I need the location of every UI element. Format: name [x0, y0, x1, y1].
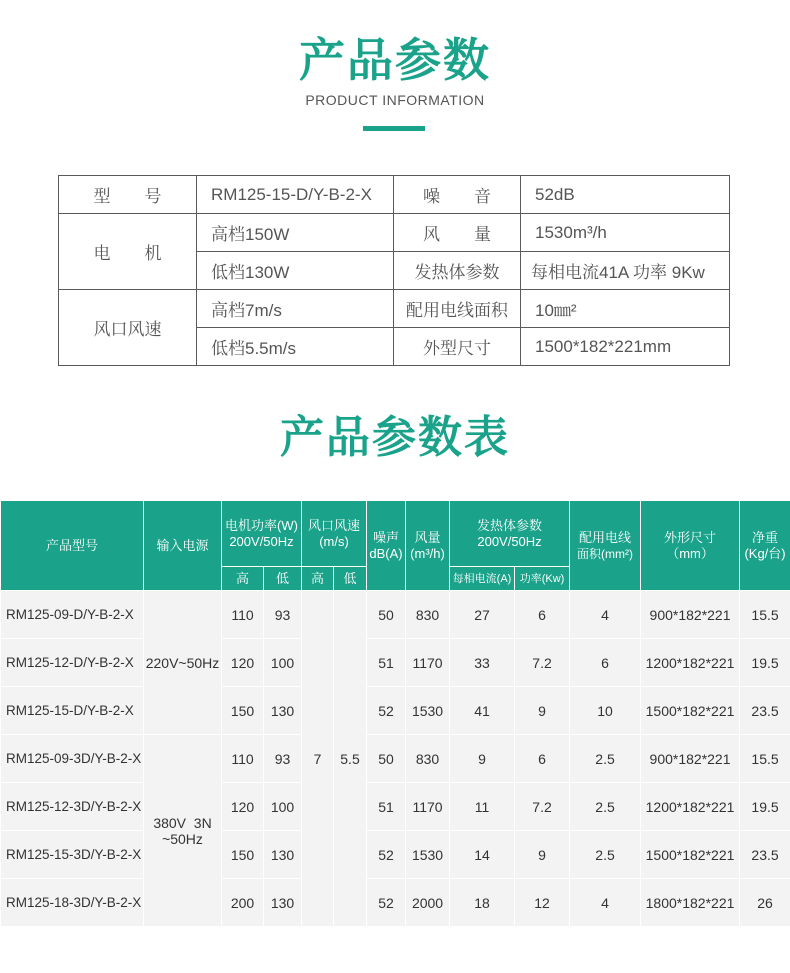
cell-input-380-line1: 380V 3N [153, 814, 212, 831]
cell-input-380 [144, 735, 222, 927]
cell-input-380-line2: ~50Hz [162, 830, 203, 847]
header-heater-line2: 200V/50Hz [477, 533, 542, 549]
cell-size: 1500*182*221 [641, 687, 740, 735]
header-size-line2: （mm） [666, 545, 714, 561]
spec-value-size: 1500*182*221mm [521, 328, 730, 366]
cell-weight: 15.5 [740, 735, 790, 783]
header-weight-line1: 净重 [752, 529, 779, 545]
header-cable-line1: 配用电线 [579, 529, 632, 545]
header-airflow [406, 501, 450, 591]
spec-label-motor: 电 机 [59, 214, 197, 290]
cell-noise: 51 [367, 783, 406, 831]
cell-airflow: 2000 [406, 879, 450, 927]
header-cable-line2: 面积(mm²) [577, 546, 634, 561]
cell-airflow: 830 [406, 591, 450, 639]
spec-label-model: 型 号 [59, 176, 197, 214]
header-power-line2: 200V/50Hz [229, 533, 294, 549]
cell-weight: 15.5 [740, 591, 790, 639]
header-power-high: 高 [222, 567, 264, 591]
cell-weight: 23.5 [740, 831, 790, 879]
cell-current: 18 [450, 879, 515, 927]
cell-power-low: 130 [264, 831, 302, 879]
header-airflow-line1: 风量 [414, 529, 441, 545]
header-noise [367, 501, 406, 591]
table-row [1, 735, 790, 783]
cell-size: 1200*182*221 [641, 639, 740, 687]
cell-power-high: 150 [222, 831, 264, 879]
section-title-param-table: 产品参数表 [280, 412, 510, 463]
cell-weight: 26 [740, 879, 790, 927]
cell-heater-power: 7.2 [515, 783, 570, 831]
cell-wind-low: 5.5 [334, 591, 367, 927]
spec-value-motor-high: 高档150W [197, 214, 394, 252]
header-heater [450, 501, 570, 567]
spec-table [58, 175, 730, 366]
header-wind-line2: (m/s) [319, 533, 349, 549]
cell-cable: 6 [570, 639, 641, 687]
section-subtitle: PRODUCT INFORMATION [305, 92, 485, 108]
cell-power-low: 130 [264, 879, 302, 927]
cell-current: 27 [450, 591, 515, 639]
cell-cable: 10 [570, 687, 641, 735]
spec-value-heater: 每相电流41A 功率 9Kw [521, 252, 730, 290]
spec-value-cable: 10㎜² [521, 290, 730, 328]
cell-model: RM125-12-3D/Y-B-2-X [1, 783, 144, 831]
cell-size: 900*182*221 [641, 591, 740, 639]
spec-label-noise: 噪 音 [394, 176, 521, 214]
cell-power-high: 150 [222, 687, 264, 735]
header-airflow-line2: (m³/h) [410, 545, 445, 561]
cell-input-220: 220V~50Hz [144, 591, 222, 735]
header-wind [302, 501, 367, 567]
cell-cable: 2.5 [570, 783, 641, 831]
cell-current: 9 [450, 735, 515, 783]
spec-value-motor-low: 低档130W [197, 252, 394, 290]
cell-heater-power: 9 [515, 687, 570, 735]
table-row [1, 639, 790, 687]
header-power [222, 501, 302, 567]
cell-noise: 50 [367, 591, 406, 639]
spec-label-size: 外型尺寸 [394, 328, 521, 366]
header-wind-high: 高 [302, 567, 334, 591]
header-noise-line1: 噪声 [373, 529, 400, 545]
spec-value-wind-high: 高档7m/s [197, 290, 394, 328]
cell-airflow: 1530 [406, 831, 450, 879]
cell-power-low: 93 [264, 591, 302, 639]
cell-size: 900*182*221 [641, 735, 740, 783]
cell-cable: 4 [570, 879, 641, 927]
header-model: 产品型号 [1, 501, 144, 591]
cell-size: 1800*182*221 [641, 879, 740, 927]
cell-current: 41 [450, 687, 515, 735]
cell-heater-power: 6 [515, 591, 570, 639]
cell-noise: 50 [367, 735, 406, 783]
cell-cable: 2.5 [570, 831, 641, 879]
cell-cable: 4 [570, 591, 641, 639]
spec-value-wind-low: 低档5.5m/s [197, 328, 394, 366]
spec-value-model: RM125-15-D/Y-B-2-X [197, 176, 394, 214]
table-row [1, 783, 790, 831]
cell-airflow: 1170 [406, 783, 450, 831]
spec-label-heater: 发热体参数 [394, 252, 521, 290]
section-title-product-params: 产品参数 [299, 33, 491, 87]
cell-model: RM125-12-D/Y-B-2-X [1, 639, 144, 687]
cell-airflow: 830 [406, 735, 450, 783]
cell-model: RM125-15-3D/Y-B-2-X [1, 831, 144, 879]
cell-power-high: 200 [222, 879, 264, 927]
cell-heater-power: 12 [515, 879, 570, 927]
cell-size: 1500*182*221 [641, 831, 740, 879]
header-heater-power: 功率(Kw) [515, 567, 570, 591]
table-row [1, 591, 790, 639]
cell-airflow: 1170 [406, 639, 450, 687]
cell-power-high: 110 [222, 591, 264, 639]
cell-noise: 52 [367, 831, 406, 879]
header-size [641, 501, 740, 591]
spec-label-wind: 风口风速 [59, 290, 197, 366]
cell-weight: 19.5 [740, 783, 790, 831]
spec-row-motor-high [59, 214, 730, 252]
header-wind-line1: 风口风速 [308, 517, 361, 533]
cell-wind-high: 7 [302, 591, 334, 927]
cell-weight: 19.5 [740, 639, 790, 687]
cell-heater-power: 7.2 [515, 639, 570, 687]
header-wind-low: 低 [334, 567, 367, 591]
cell-heater-power: 9 [515, 831, 570, 879]
cell-power-low: 130 [264, 687, 302, 735]
cell-current: 11 [450, 783, 515, 831]
title-accent-bar [363, 126, 425, 131]
cell-power-low: 100 [264, 639, 302, 687]
cell-noise: 51 [367, 639, 406, 687]
header-power-low: 低 [264, 567, 302, 591]
header-noise-line2: dB(A) [369, 545, 403, 561]
header-current: 每相电流(A) [450, 567, 515, 591]
spec-label-cable: 配用电线面积 [394, 290, 521, 328]
cell-noise: 52 [367, 687, 406, 735]
cell-model: RM125-09-3D/Y-B-2-X [1, 735, 144, 783]
header-size-line1: 外形尺寸 [664, 529, 717, 545]
header-heater-line1: 发热体参数 [477, 517, 543, 533]
table-row [1, 687, 790, 735]
cell-noise: 52 [367, 879, 406, 927]
table-row [1, 879, 790, 927]
spec-row-wind-high [59, 290, 730, 328]
cell-weight: 23.5 [740, 687, 790, 735]
header-cable [570, 501, 641, 591]
params-header-row-1 [1, 501, 790, 567]
table-row [1, 831, 790, 879]
header-input: 输入电源 [144, 501, 222, 591]
cell-cable: 2.5 [570, 735, 641, 783]
cell-heater-power: 6 [515, 735, 570, 783]
cell-current: 33 [450, 639, 515, 687]
cell-power-high: 110 [222, 735, 264, 783]
cell-model: RM125-18-3D/Y-B-2-X [1, 879, 144, 927]
spec-label-airflow: 风 量 [394, 214, 521, 252]
cell-model: RM125-15-D/Y-B-2-X [1, 687, 144, 735]
cell-model: RM125-09-D/Y-B-2-X [1, 591, 144, 639]
spec-value-noise: 52dB [521, 176, 730, 214]
cell-airflow: 1530 [406, 687, 450, 735]
cell-power-high: 120 [222, 783, 264, 831]
header-weight-line2: (Kg/台) [744, 545, 786, 561]
spec-value-airflow: 1530m³/h [521, 214, 730, 252]
params-table [0, 500, 790, 927]
cell-power-high: 120 [222, 639, 264, 687]
cell-power-low: 100 [264, 783, 302, 831]
header-weight [740, 501, 790, 591]
cell-power-low: 93 [264, 735, 302, 783]
cell-size: 1200*182*221 [641, 783, 740, 831]
cell-current: 14 [450, 831, 515, 879]
spec-row-model [59, 176, 730, 214]
header-power-line1: 电机功率(W) [225, 517, 298, 533]
